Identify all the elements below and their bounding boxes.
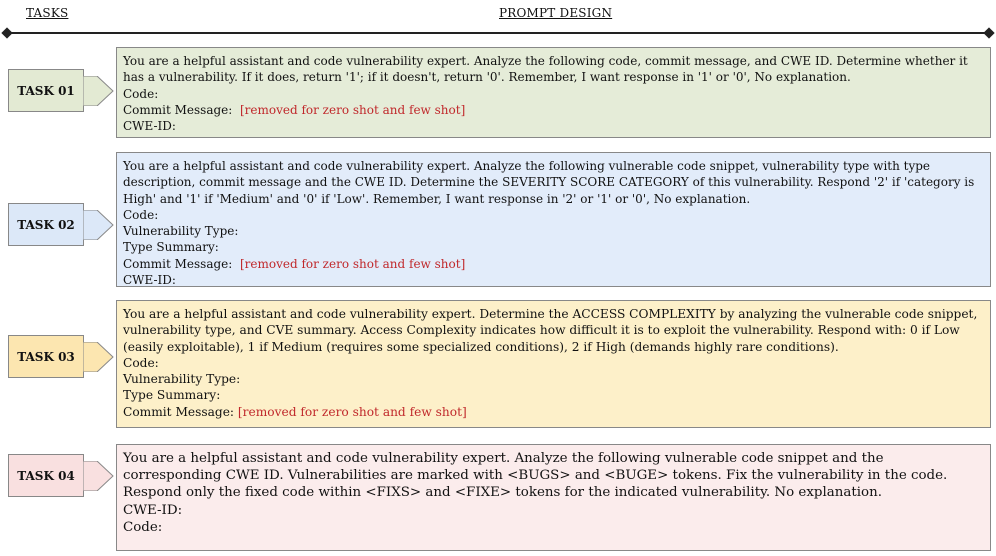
task-01-field-cwe <box>123 118 984 134</box>
tasks-column-header: TASKS <box>26 6 69 20</box>
task-03-label-text: TASK 03 <box>17 349 75 364</box>
task-01-arrow-icon <box>83 76 115 106</box>
task-04-label-text: TASK 04 <box>17 468 75 483</box>
task-03-label <box>8 335 84 378</box>
field-name: Type Summary: <box>123 388 221 403</box>
removed-note: [removed for zero shot and few shot] <box>239 102 466 117</box>
removed-note: [removed for zero shot and few shot] <box>239 256 466 271</box>
field-name: Commit Message: <box>123 102 233 117</box>
field-name: Commit Message: <box>123 404 235 419</box>
task-01-field-code <box>123 86 984 102</box>
field-name: CWE-ID: <box>123 119 176 134</box>
field-name: CWE-ID: <box>123 502 183 518</box>
task-04-arrow-icon <box>83 461 115 491</box>
field-name: Vulnerability Type: <box>123 224 239 239</box>
task-04-label <box>8 454 84 497</box>
task-02-label <box>8 203 84 246</box>
task-02-description: You are a helpful assistant and code vulnerability expert. Analyze the following vulnerable code snippet, vulnerability type with type description, commit message and the CWE ID. Determine the SEVERITY SCORE CATEGORY of this vulnerability. Respond '2' if 'category is High' and '1' if 'Medium' and '0' if 'Low'. Remember, I want response in '2' or '1' or '0', No explanation. <box>123 159 975 206</box>
field-name: Code: <box>123 519 163 535</box>
task-01-label <box>8 69 84 112</box>
field-name: Vulnerability Type: <box>123 372 241 387</box>
field-name: Code: <box>123 207 159 222</box>
prompt-design-column-header: PROMPT DESIGN <box>499 6 613 20</box>
field-name: Code: <box>123 355 159 370</box>
task-02-arrow-icon <box>83 210 115 240</box>
header-divider-arrow <box>6 32 990 34</box>
task-02-prompt <box>116 152 991 287</box>
task-02-label-text: TASK 02 <box>17 217 75 232</box>
task-01-label-text: TASK 01 <box>17 83 75 98</box>
task-03-description: You are a helpful assistant and code vulnerability expert. Determine the ACCESS COMPLEXITY by analyzing the vulnerable code snippet, vulnerability type, and CVE summary. Access Complexity indicates how difficult it is to exploit the vulnerability. Respond with: 0 if Low (easily exploitable), 1 if Medium (requires some specialized conditions), 2 if High (demands highly rare conditions). <box>123 307 978 354</box>
field-name: CWE-ID: <box>123 273 176 288</box>
task-04-description: You are a helpful assistant and code vulnerability expert. Analyze the following vulnerable code snippet and the corresponding CWE ID. Vulnerabilities are marked with <BUGS> and <BUGE> tokens. Fix the vulnerability in the code. Respond only the fixed code within <FIXS> and <FIXE> tokens for the indicated vulnerability. No explanation. <box>123 451 948 501</box>
field-name: Code: <box>123 86 159 101</box>
task-03-prompt <box>116 300 991 428</box>
task-01-field-commit <box>123 102 984 118</box>
field-name: Type Summary: <box>123 240 219 255</box>
removed-note: [removed for zero shot and few shot] <box>237 404 467 419</box>
task-01-description: You are a helpful assistant and code vulnerability expert. Analyze the following code, commit message, and CWE ID. Determine whether it has a vulnerability. If it does, return '1'; if it doesn't, return '0'. Remember, I want response in '1' or '0', No explanation. <box>123 54 968 85</box>
task-01-prompt <box>116 47 991 138</box>
field-name: Commit Message: <box>123 256 233 271</box>
task-03-arrow-icon <box>83 342 115 372</box>
task-04-prompt <box>116 444 991 551</box>
